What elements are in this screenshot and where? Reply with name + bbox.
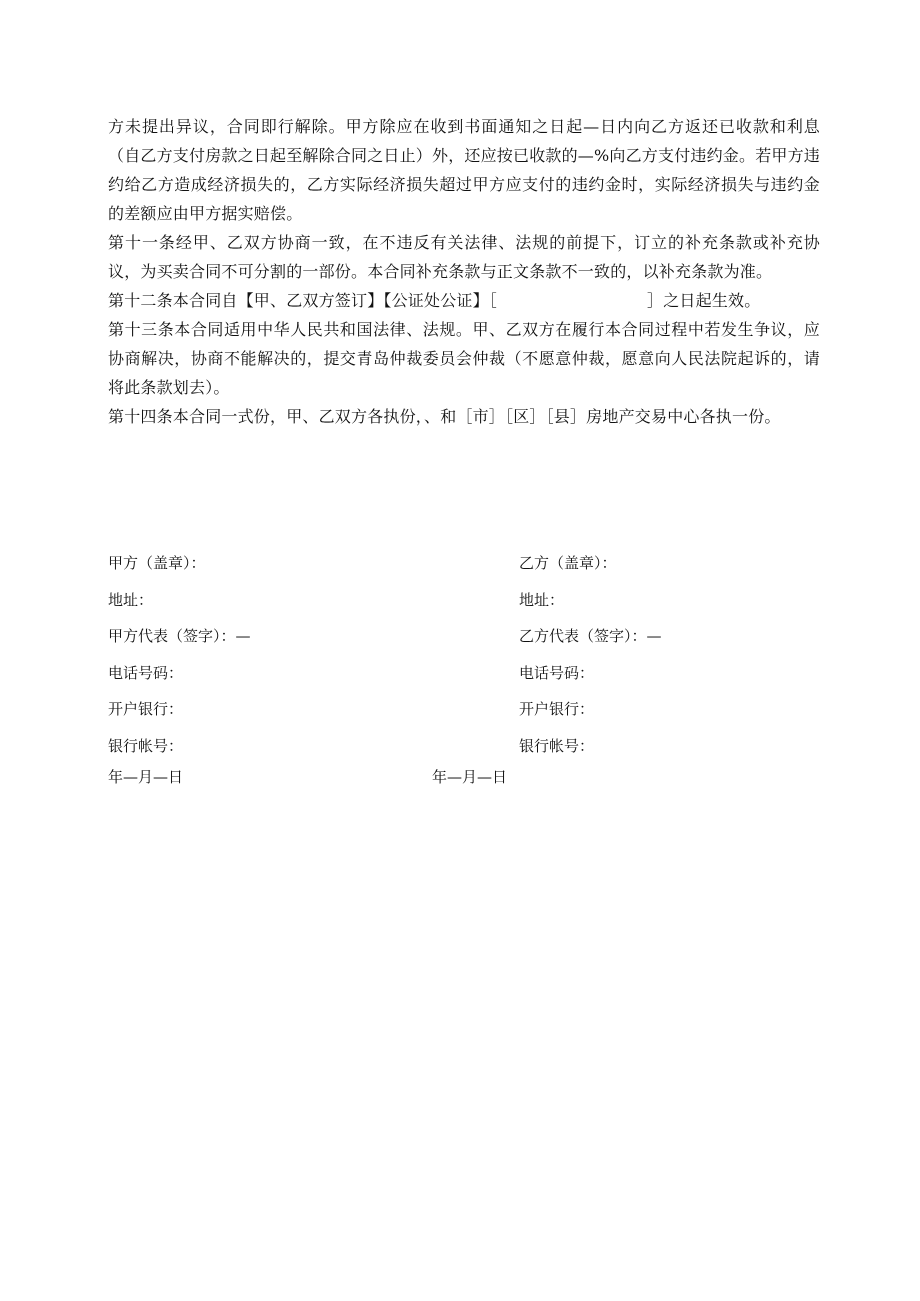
party-b-address: 地址： bbox=[519, 590, 565, 609]
party-b-phone: 电话号码： bbox=[519, 663, 595, 682]
party-a-account: 银行帐号： bbox=[108, 736, 184, 755]
party-b-representative: 乙方代表（签字）：— bbox=[519, 627, 662, 645]
paragraph-article-14: 第十四条本合同一式份，甲、乙双方各执份，、和［市］［区］［县］房地产交易中心各执一份。 bbox=[108, 407, 781, 426]
party-a-date: 年—月—日 bbox=[108, 768, 184, 786]
party-a-address: 地址： bbox=[108, 590, 154, 609]
party-b-bank: 开户银行： bbox=[519, 700, 595, 718]
paragraph-article-13: 第十三条本合同适用中华人民共和国法律、法规。甲、乙双方在履行本合同过程中若发生争议，应协商解决，协商不能解决的，提交青岛仲裁委员会仲裁（不愿意仲裁，愿意向人民法院起诉的，请将此条款划去）。 bbox=[108, 320, 820, 397]
contract-body bbox=[108, 112, 820, 431]
party-a-representative: 甲方代表（签字）：— bbox=[108, 627, 251, 645]
party-a-signature-block bbox=[108, 545, 251, 764]
party-a-bank: 开户银行： bbox=[108, 700, 184, 718]
party-b-date: 年—月—日 bbox=[432, 768, 508, 786]
party-b-account: 银行帐号： bbox=[519, 736, 595, 755]
party-a-phone: 电话号码： bbox=[108, 663, 184, 682]
paragraph-article-12 bbox=[108, 286, 820, 315]
party-b-signature-block bbox=[519, 545, 662, 764]
party-a-seal: 甲方（盖章）： bbox=[108, 554, 206, 572]
party-b-seal: 乙方（盖章）： bbox=[519, 554, 617, 572]
paragraph-article-11: 第十一条经甲、乙双方协商一致，在不违反有关法律、法规的前提下，订立的补充条款或补充协议，为买卖合同不可分割的一部份。本合同补充条款与正文条款不一致的，以补充条款为准。 bbox=[108, 233, 820, 281]
article-12-start: 第十二条本合同自【甲、乙双方签订】【公证处公证】［ bbox=[108, 291, 498, 310]
article-12-end: ］之日起生效。 bbox=[647, 291, 761, 310]
paragraph-termination-clause: 方未提出异议，合同即行解除。甲方除应在收到书面通知之日起—日内向乙方返还已收款和利息（自乙方支付房款之日起至解除合同之日止）外，还应按已收款的—%向乙方支付违约金。若甲方违约给乙方造成经济损失的，乙方实际经济损失超过甲方应支付的违约金时，实际经济损失与违约金的差额应由甲方据实赔偿。 bbox=[108, 117, 821, 223]
